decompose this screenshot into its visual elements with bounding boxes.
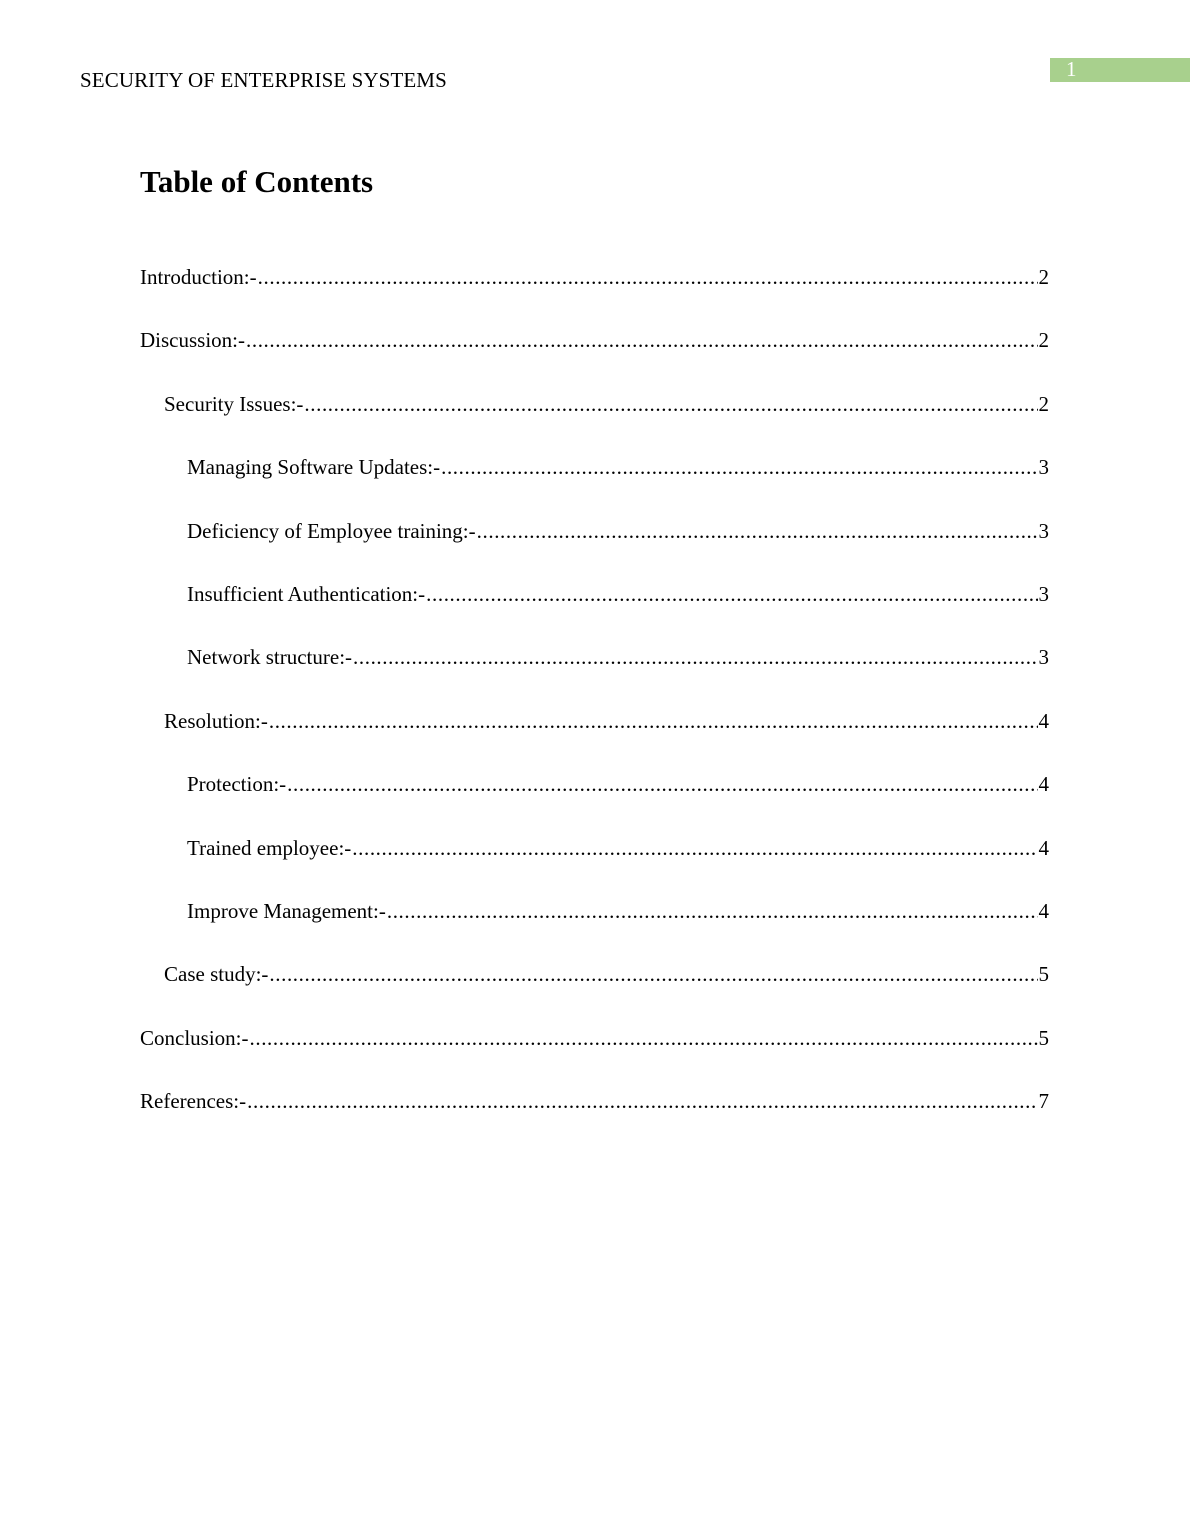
toc-entry-label: Security Issues:- bbox=[164, 392, 304, 416]
toc-entry-label: Trained employee:- bbox=[187, 836, 352, 860]
toc-dot-leader bbox=[387, 896, 1038, 926]
toc-entry-page-number: 4 bbox=[1038, 709, 1049, 733]
toc-entry-page-number: 7 bbox=[1038, 1089, 1049, 1113]
toc-dot-leader bbox=[304, 389, 1037, 419]
toc-entry-page-number: 2 bbox=[1038, 328, 1049, 352]
toc-entry[interactable] bbox=[187, 833, 1049, 863]
toc-dot-leader bbox=[352, 833, 1037, 863]
toc-entry-page-number: 5 bbox=[1038, 1026, 1049, 1050]
toc-dot-leader bbox=[426, 579, 1037, 609]
toc-dot-leader bbox=[477, 516, 1038, 546]
page-number: 1 bbox=[1066, 57, 1077, 81]
toc-entry-label: Deficiency of Employee training:- bbox=[187, 519, 476, 543]
toc-entry-page-number: 5 bbox=[1038, 962, 1049, 986]
toc-entry-page-number: 3 bbox=[1038, 519, 1049, 543]
toc-entry[interactable] bbox=[140, 1023, 1049, 1053]
toc-entry-label: Resolution:- bbox=[164, 709, 268, 733]
toc-dot-leader bbox=[269, 959, 1037, 989]
toc-entry[interactable] bbox=[187, 769, 1049, 799]
toc-entry-label: Insufficient Authentication:- bbox=[187, 582, 426, 606]
toc-entry-label: Improve Management:- bbox=[187, 899, 386, 923]
toc-entry-label: Introduction:- bbox=[140, 265, 257, 289]
toc-entry-page-number: 2 bbox=[1038, 392, 1049, 416]
toc-dot-leader bbox=[353, 642, 1037, 672]
toc-dot-leader bbox=[269, 706, 1038, 736]
toc-title: Table of Contents bbox=[140, 164, 374, 199]
toc-entry[interactable] bbox=[140, 325, 1049, 355]
toc-entry-page-number: 4 bbox=[1038, 772, 1049, 796]
toc-entry-label: Case study:- bbox=[164, 962, 269, 986]
toc-entry-page-number: 2 bbox=[1038, 265, 1049, 289]
toc-entry[interactable] bbox=[164, 959, 1049, 989]
toc-entry-page-number: 4 bbox=[1038, 836, 1049, 860]
toc-entry-label: Managing Software Updates:- bbox=[187, 455, 441, 479]
toc-entry[interactable] bbox=[140, 262, 1049, 292]
toc-entry-page-number: 3 bbox=[1038, 582, 1049, 606]
toc-entry[interactable] bbox=[164, 706, 1049, 736]
toc-entry[interactable] bbox=[187, 896, 1049, 926]
toc-entry[interactable] bbox=[164, 389, 1049, 419]
toc-dot-leader bbox=[441, 452, 1037, 482]
toc-entry-page-number: 3 bbox=[1038, 455, 1049, 479]
toc-entry-page-number: 4 bbox=[1038, 899, 1049, 923]
toc-entry[interactable] bbox=[187, 452, 1049, 482]
running-head: SECURITY OF ENTERPRISE SYSTEMS bbox=[80, 68, 447, 92]
toc-entry-label: Network structure:- bbox=[187, 645, 353, 669]
toc-dot-leader bbox=[250, 1023, 1038, 1053]
toc-entry[interactable] bbox=[187, 579, 1049, 609]
toc-entry-label: References:- bbox=[140, 1089, 247, 1113]
toc-dot-leader bbox=[258, 262, 1038, 292]
toc-entry[interactable] bbox=[140, 1086, 1049, 1116]
toc-dot-leader bbox=[287, 769, 1037, 799]
toc-entry-page-number: 3 bbox=[1038, 645, 1049, 669]
toc-entry[interactable] bbox=[187, 642, 1049, 672]
toc-entry[interactable] bbox=[187, 516, 1049, 546]
toc-dot-leader bbox=[247, 1086, 1037, 1116]
toc-entry-label: Conclusion:- bbox=[140, 1026, 249, 1050]
toc-entry-label: Protection:- bbox=[187, 772, 287, 796]
toc-dot-leader bbox=[246, 325, 1038, 355]
page-number-box bbox=[1050, 58, 1190, 82]
toc-entry-label: Discussion:- bbox=[140, 328, 245, 352]
